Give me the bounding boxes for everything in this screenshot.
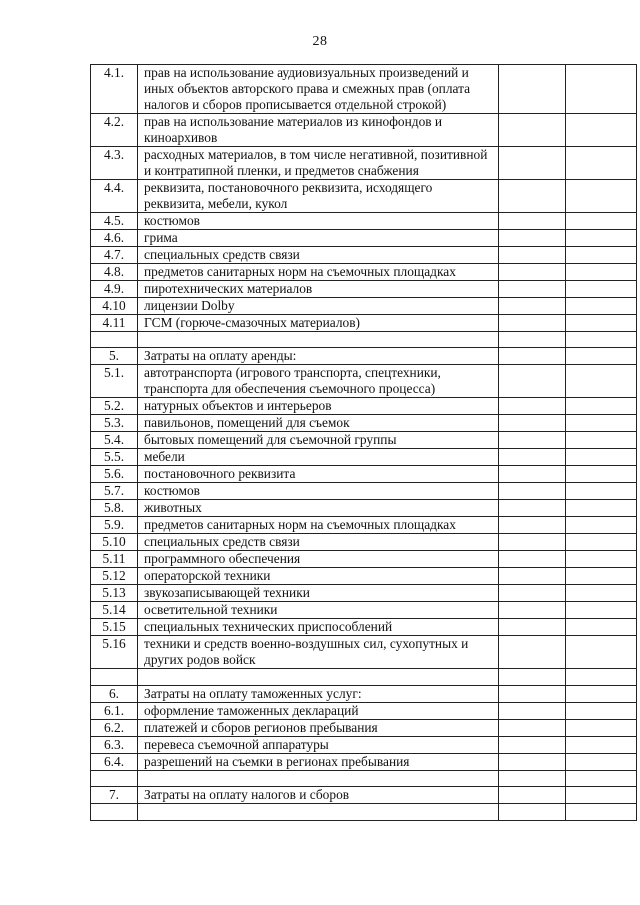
amount-cell [566, 281, 637, 298]
row-description: специальных технических приспособлений [138, 619, 499, 636]
amount-cell [566, 736, 637, 753]
amount-cell [499, 585, 566, 602]
amount-cell [566, 568, 637, 585]
row-number: 5.6. [91, 466, 138, 483]
amount-cell [566, 551, 637, 568]
amount-cell [566, 65, 637, 114]
table-row [91, 500, 637, 517]
amount-cell [566, 264, 637, 281]
row-description: разрешений на съемки в регионах пребывания [138, 753, 499, 770]
row-description: предметов санитарных норм на съемочных площадках [138, 264, 499, 281]
table-row [91, 298, 637, 315]
row-number: 6.2. [91, 719, 138, 736]
table-row [91, 147, 637, 180]
row-description: автотранспорта (игрового транспорта, спецтехники, транспорта для обеспечения съемочного процесса) [138, 365, 499, 398]
table-row [91, 230, 637, 247]
row-description: реквизита, постановочного реквизита, исходящего реквизита, мебели, кукол [138, 180, 499, 213]
row-number: 6.1. [91, 702, 138, 719]
row-number: 6.4. [91, 753, 138, 770]
row-number: 5.1. [91, 365, 138, 398]
amount-cell [499, 753, 566, 770]
row-description: техники и средств военно-воздушных сил, сухопутных и других родов войск [138, 636, 499, 669]
table-row [91, 180, 637, 213]
amount-cell [566, 669, 637, 685]
amount-cell [499, 602, 566, 619]
row-number [91, 804, 138, 820]
row-description [138, 669, 499, 685]
table-row [91, 585, 637, 602]
amount-cell [499, 180, 566, 213]
amount-cell [566, 247, 637, 264]
row-description: звукозаписывающей техники [138, 585, 499, 602]
amount-cell [499, 432, 566, 449]
row-number: 4.4. [91, 180, 138, 213]
amount-cell [499, 568, 566, 585]
table-row [91, 702, 637, 719]
row-number: 4.8. [91, 264, 138, 281]
row-number: 4.10 [91, 298, 138, 315]
table-row [91, 619, 637, 636]
table-row [91, 770, 637, 786]
amount-cell [566, 432, 637, 449]
row-description: костюмов [138, 213, 499, 230]
amount-cell [499, 500, 566, 517]
amount-cell [566, 365, 637, 398]
row-number: 5.2. [91, 398, 138, 415]
amount-cell [566, 315, 637, 332]
table-row [91, 602, 637, 619]
amount-cell [499, 517, 566, 534]
row-description: постановочного реквизита [138, 466, 499, 483]
table-row [91, 483, 637, 500]
table-row [91, 804, 637, 820]
amount-cell [499, 147, 566, 180]
amount-cell [566, 483, 637, 500]
table-row [91, 534, 637, 551]
row-description: специальных средств связи [138, 534, 499, 551]
table-row [91, 114, 637, 147]
table-row [91, 719, 637, 736]
amount-cell [499, 736, 566, 753]
row-description: расходных материалов, в том числе негативной, позитивной и контратипной пленки, и предметов снабжения [138, 147, 499, 180]
row-description [138, 804, 499, 820]
row-number: 5.8. [91, 500, 138, 517]
table-row [91, 685, 637, 702]
table-row [91, 736, 637, 753]
amount-cell [499, 719, 566, 736]
row-number: 5.7. [91, 483, 138, 500]
amount-cell [566, 298, 637, 315]
row-description: лицензии Dolby [138, 298, 499, 315]
row-number: 4.11 [91, 315, 138, 332]
amount-cell [566, 619, 637, 636]
table-row [91, 281, 637, 298]
row-number: 4.5. [91, 213, 138, 230]
row-description: Затраты на оплату аренды: [138, 348, 499, 365]
amount-cell [566, 753, 637, 770]
row-number: 4.1. [91, 65, 138, 114]
table-row [91, 517, 637, 534]
amount-cell [566, 348, 637, 365]
row-number: 5.5. [91, 449, 138, 466]
amount-cell [499, 787, 566, 804]
row-number: 4.6. [91, 230, 138, 247]
amount-cell [499, 281, 566, 298]
amount-cell [566, 500, 637, 517]
row-number: 4.2. [91, 114, 138, 147]
amount-cell [566, 719, 637, 736]
table-row [91, 551, 637, 568]
table-row [91, 449, 637, 466]
amount-cell [566, 636, 637, 669]
row-number: 7. [91, 787, 138, 804]
table-row [91, 636, 637, 669]
row-number: 5.13 [91, 585, 138, 602]
amount-cell [566, 702, 637, 719]
amount-cell [566, 466, 637, 483]
row-description: грима [138, 230, 499, 247]
amount-cell [499, 449, 566, 466]
row-number: 5.4. [91, 432, 138, 449]
row-description: Затраты на оплату налогов и сборов [138, 787, 499, 804]
page-number: 28 [312, 34, 328, 49]
amount-cell [499, 534, 566, 551]
row-number: 5.3. [91, 415, 138, 432]
amount-cell [566, 534, 637, 551]
row-number: 4.3. [91, 147, 138, 180]
row-description: программного обеспечения [138, 551, 499, 568]
amount-cell [566, 585, 637, 602]
amount-cell [566, 398, 637, 415]
amount-cell [499, 619, 566, 636]
table-row [91, 753, 637, 770]
amount-cell [499, 551, 566, 568]
table-row [91, 466, 637, 483]
amount-cell [566, 787, 637, 804]
amount-cell [499, 247, 566, 264]
cost-table-body [91, 65, 637, 821]
row-number: 5.10 [91, 534, 138, 551]
table-row [91, 787, 637, 804]
amount-cell [566, 230, 637, 247]
row-description: бытовых помещений для съемочной группы [138, 432, 499, 449]
amount-cell [566, 804, 637, 820]
row-description: осветительной техники [138, 602, 499, 619]
row-description: специальных средств связи [138, 247, 499, 264]
amount-cell [566, 213, 637, 230]
row-number: 6. [91, 685, 138, 702]
amount-cell [499, 466, 566, 483]
row-description: пиротехнических материалов [138, 281, 499, 298]
row-number: 5.16 [91, 636, 138, 669]
amount-cell [566, 415, 637, 432]
amount-cell [566, 114, 637, 147]
amount-cell [566, 332, 637, 348]
row-description: оформление таможенных деклараций [138, 702, 499, 719]
amount-cell [499, 230, 566, 247]
table-row [91, 315, 637, 332]
amount-cell [499, 483, 566, 500]
amount-cell [499, 213, 566, 230]
table-row [91, 432, 637, 449]
table-row [91, 365, 637, 398]
row-number [91, 332, 138, 348]
row-number [91, 770, 138, 786]
amount-cell [499, 804, 566, 820]
table-row [91, 65, 637, 114]
row-description: костюмов [138, 483, 499, 500]
cost-table [90, 64, 637, 821]
amount-cell [499, 298, 566, 315]
amount-cell [499, 348, 566, 365]
amount-cell [499, 315, 566, 332]
row-description: операторской техники [138, 568, 499, 585]
row-description: натурных объектов и интерьеров [138, 398, 499, 415]
amount-cell [499, 415, 566, 432]
row-description: предметов санитарных норм на съемочных площадках [138, 517, 499, 534]
amount-cell [499, 636, 566, 669]
row-description [138, 332, 499, 348]
table-row [91, 213, 637, 230]
row-description: павильонов, помещений для съемок [138, 415, 499, 432]
amount-cell [566, 685, 637, 702]
row-number [91, 669, 138, 685]
amount-cell [566, 602, 637, 619]
amount-cell [499, 398, 566, 415]
row-number: 5. [91, 348, 138, 365]
row-number: 4.7. [91, 247, 138, 264]
amount-cell [566, 517, 637, 534]
row-number: 5.11 [91, 551, 138, 568]
amount-cell [499, 702, 566, 719]
row-number: 5.9. [91, 517, 138, 534]
amount-cell [499, 669, 566, 685]
amount-cell [499, 365, 566, 398]
row-description [138, 770, 499, 786]
table-row [91, 332, 637, 348]
row-number: 6.3. [91, 736, 138, 753]
table-row [91, 348, 637, 365]
row-number: 5.15 [91, 619, 138, 636]
amount-cell [499, 264, 566, 281]
table-row [91, 669, 637, 685]
amount-cell [499, 114, 566, 147]
amount-cell [499, 65, 566, 114]
row-description: платежей и сборов регионов пребывания [138, 719, 499, 736]
row-number: 4.9. [91, 281, 138, 298]
row-number: 5.12 [91, 568, 138, 585]
amount-cell [566, 449, 637, 466]
row-number: 5.14 [91, 602, 138, 619]
row-description: Затраты на оплату таможенных услуг: [138, 685, 499, 702]
amount-cell [566, 147, 637, 180]
table-row [91, 398, 637, 415]
amount-cell [499, 685, 566, 702]
row-description: мебели [138, 449, 499, 466]
amount-cell [566, 770, 637, 786]
table-row [91, 568, 637, 585]
row-description: ГСМ (горюче-смазочных материалов) [138, 315, 499, 332]
table-row [91, 247, 637, 264]
table-row [91, 415, 637, 432]
amount-cell [566, 180, 637, 213]
row-description: прав на использование аудиовизуальных произведений и иных объектов авторского права и смежных прав (оплата налогов и сборов прописывается отдельной строкой) [138, 65, 499, 114]
table-row [91, 264, 637, 281]
row-description: перевеса съемочной аппаратуры [138, 736, 499, 753]
row-description: животных [138, 500, 499, 517]
amount-cell [499, 770, 566, 786]
amount-cell [499, 332, 566, 348]
row-description: прав на использование материалов из кинофондов и киноархивов [138, 114, 499, 147]
